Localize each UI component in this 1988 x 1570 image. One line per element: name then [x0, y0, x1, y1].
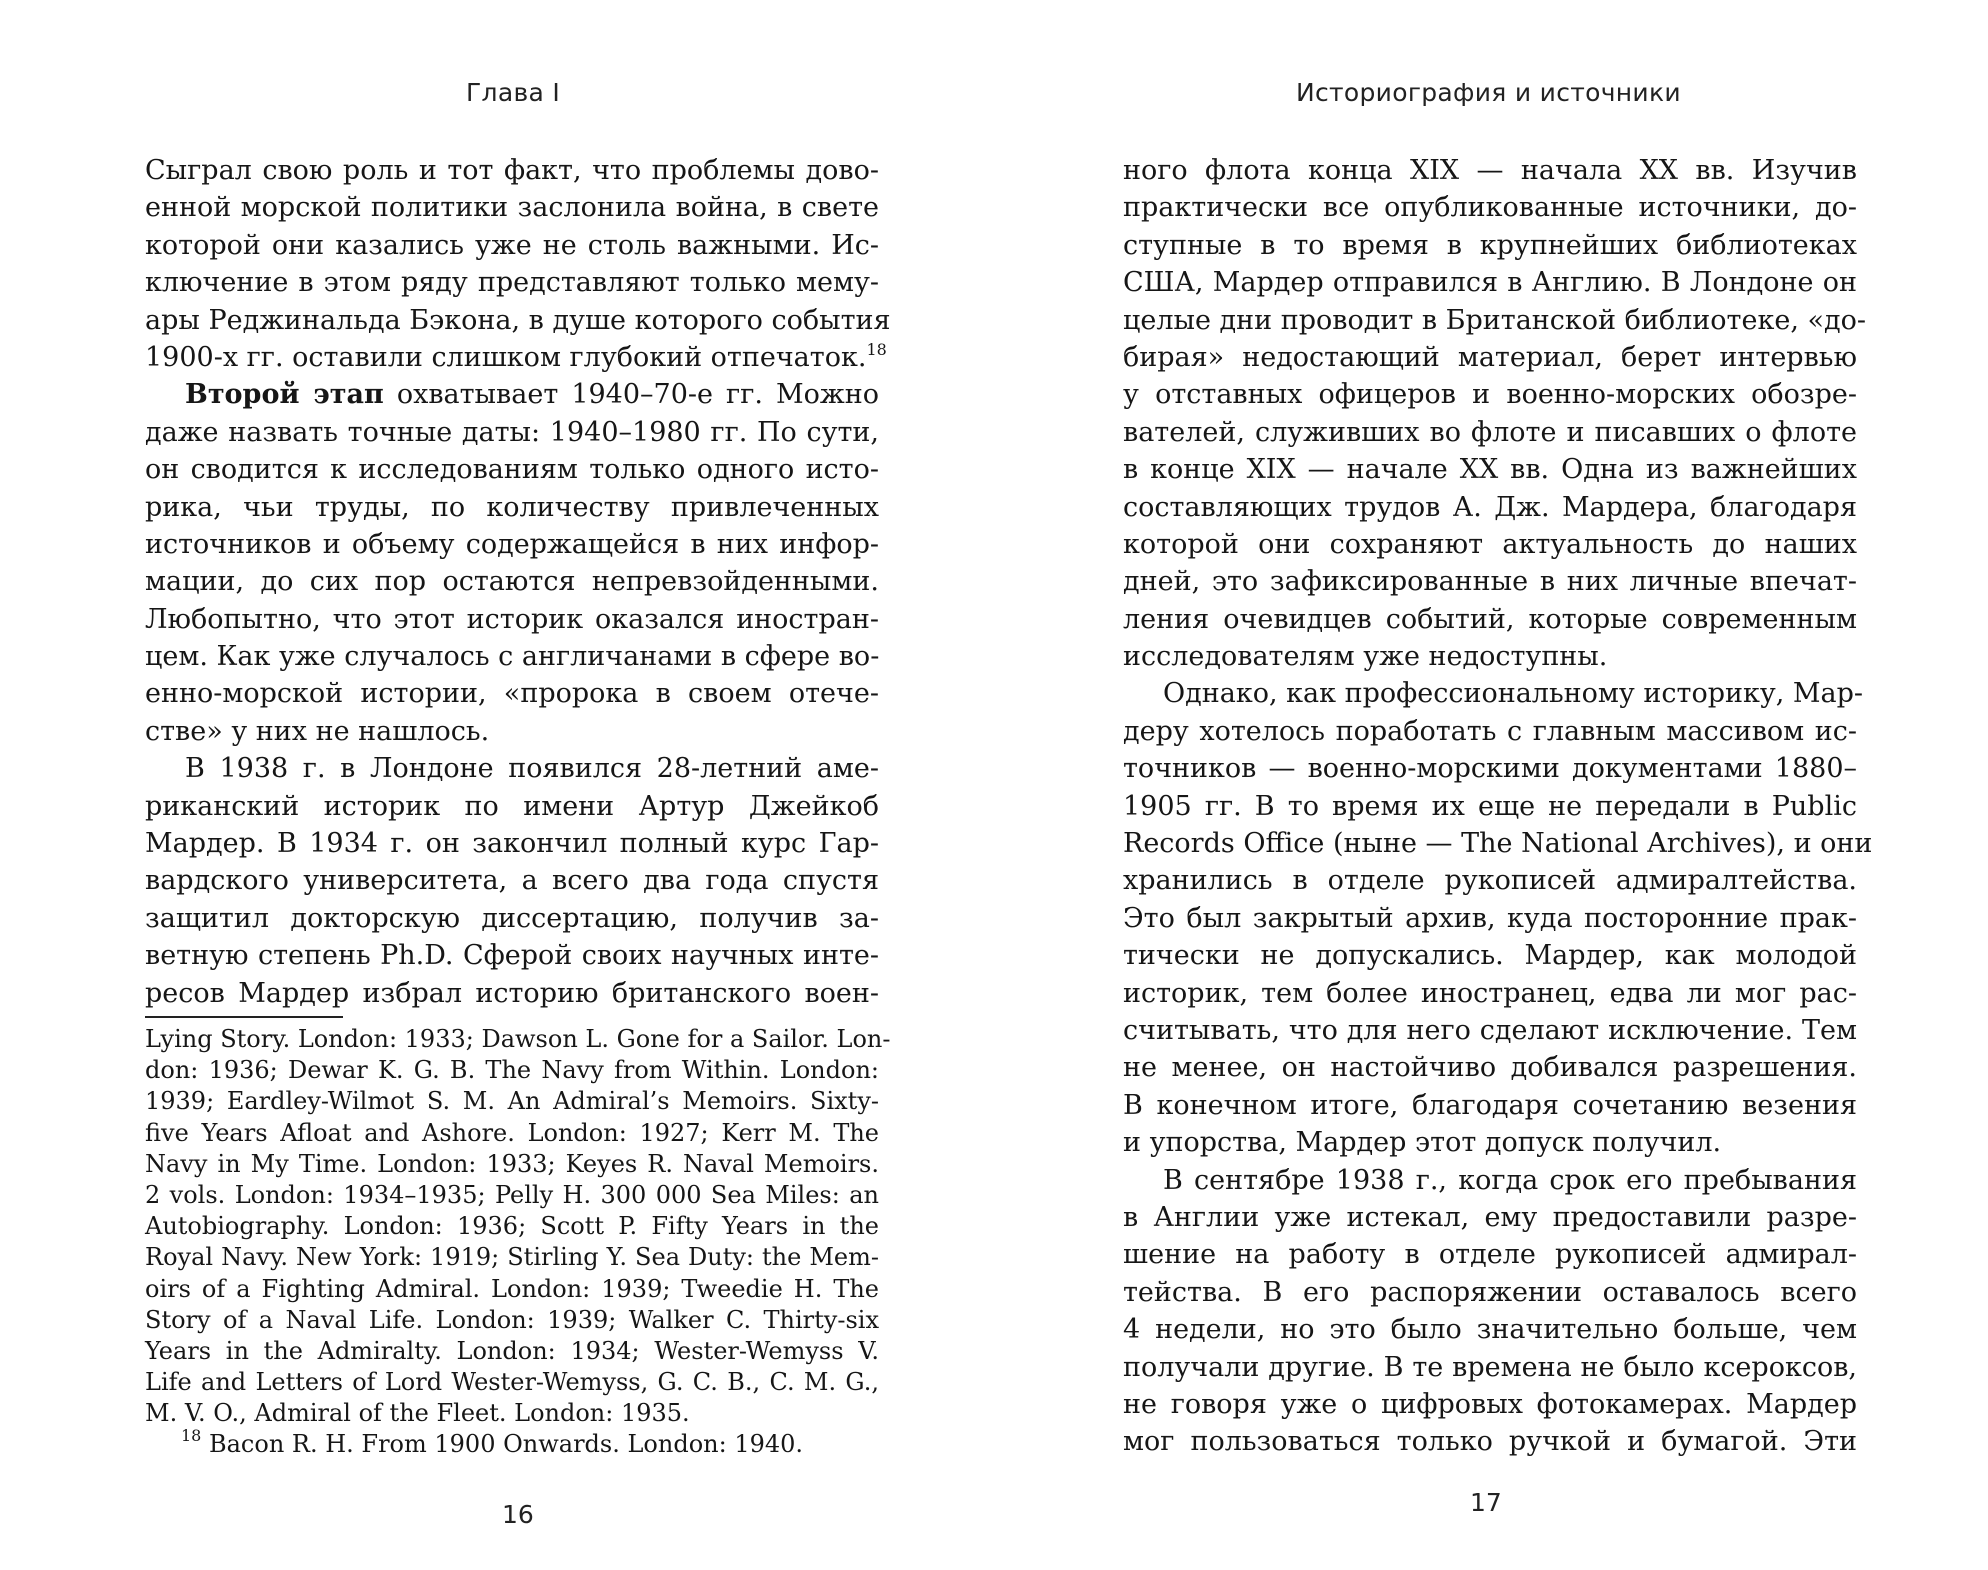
text-line [1123, 601, 1857, 638]
line-text: В сентябре 1938 г., когда срок его пребывания [1163, 1164, 1857, 1196]
line-text: ресов Мардер избрал историю британского воен- [145, 977, 879, 1009]
line-text: риканский историк по имени Артур Джейкоб [145, 790, 879, 822]
line-text: в Англии уже истекал, ему предоставили разре- [1123, 1201, 1857, 1233]
text-line [145, 152, 879, 189]
text-line [1123, 1349, 1857, 1386]
text-line [145, 862, 879, 899]
line-text: точников — военно-морскими документами 1880– [1123, 753, 1857, 785]
text-line [145, 376, 879, 413]
line-text: тейства. В его распоряжении оставалось всего [1123, 1276, 1857, 1308]
line-text: которой они сохраняют актуальность до наших [1123, 528, 1857, 560]
line-text: don: 1936; Dewar K. G. B. The Navy from Within. London: [145, 1056, 879, 1085]
text-line [145, 750, 879, 787]
text-line [145, 1118, 879, 1149]
line-text: деру хотелось поработать с главным массивом ис- [1123, 715, 1857, 747]
text-line [1123, 750, 1857, 787]
text-line [145, 1336, 879, 1367]
text-line [1123, 376, 1857, 413]
line-text: ары Реджинальда Бэкона, в душе которого события [145, 304, 891, 336]
text-line [1123, 302, 1867, 339]
text-line [145, 601, 879, 638]
text-line [1123, 1199, 1857, 1236]
line-text: 1905 гг. В то время их еще не передали в Public [1123, 790, 1857, 822]
running-head-left: Глава I [466, 78, 561, 107]
text-line [1123, 1087, 1857, 1124]
line-text: охватывает 1940–70-е гг. Можно [383, 379, 879, 411]
text-line [1123, 1162, 1857, 1199]
text-line [1123, 862, 1857, 899]
line-text: и упорства, Мардер этот допуск получил. [1123, 1127, 1722, 1159]
line-text: Lying Story. London: 1933; Dawson L. Gone for a Sailor. Lon- [145, 1025, 891, 1053]
line-text: вардского университета, а всего два года спустя [145, 865, 879, 897]
line-text: бирая» недостающий материал, берет интервью [1123, 341, 1857, 373]
line-text: не говоря уже о цифровых фотокамерах. Мардер [1123, 1388, 1857, 1420]
text-line [145, 227, 879, 264]
text-line [1123, 339, 1857, 376]
text-line [145, 1180, 879, 1211]
line-text: Autobiography. London: 1936; Scott P. Fifty Years in the [145, 1212, 879, 1241]
text-line [1123, 414, 1857, 451]
text-line [145, 414, 879, 451]
text-line [1123, 1049, 1857, 1086]
text-line [1123, 638, 1857, 675]
line-text: Любопытно, что этот историк оказался иностран- [145, 603, 879, 635]
text-line [145, 339, 887, 376]
text-line [1123, 189, 1857, 226]
text-line [1123, 975, 1857, 1012]
line-text: он сводится к исследованиям только одного исто- [145, 454, 879, 486]
text-line [1123, 675, 1864, 712]
text-line [145, 489, 879, 526]
text-line [145, 937, 879, 974]
line-text: ступные в то время в крупнейших библиотеках [1123, 229, 1857, 261]
text-line [1123, 1236, 1857, 1273]
text-line [1123, 900, 1857, 937]
left-page-body [145, 152, 891, 1012]
line-text: даже назвать точные даты: 1940–1980 гг. По сути, [145, 416, 879, 448]
text-line [145, 1211, 879, 1242]
text-line [145, 1024, 891, 1055]
running-head-right: Историография и источники [1296, 78, 1681, 107]
line-text: практически все опубликованные источники, до- [1123, 192, 1857, 224]
line-text: рика, чьи труды, по количеству привлеченных [145, 491, 879, 523]
line-text: считывать, что для него сделают исключение. Тем [1123, 1014, 1857, 1046]
line-text: вателей, служивших во флоте и писавших о флоте [1123, 416, 1857, 448]
text-line [145, 1398, 879, 1429]
text-line [1123, 1423, 1857, 1460]
line-text: енной морской политики заслонила война, в свете [145, 192, 879, 224]
line-text: получали другие. В те времена не было ксероксов, [1123, 1351, 1857, 1383]
bold-lead: Второй этап [185, 379, 384, 411]
line-text: ключение в этом ряду представляют только мему- [145, 267, 879, 299]
text-line [1123, 825, 1873, 862]
line-text: Royal Navy. New York: 1919; Stirling Y. Sea Duty: the Mem- [145, 1243, 879, 1272]
footnote-ref: 18 [866, 339, 887, 359]
line-text: исследователям уже недоступны. [1123, 641, 1608, 673]
left-page-footnotes [145, 1024, 891, 1461]
line-text: составляющих трудов А. Дж. Мардера, благодаря [1123, 491, 1857, 523]
line-text: Это был закрытый архив, куда посторонние прак- [1123, 902, 1857, 934]
text-line [1123, 152, 1857, 189]
text-line [1123, 1124, 1857, 1161]
line-text: в конце XIX — начале XX вв. Одна из важнейших [1123, 454, 1857, 486]
text-line [145, 713, 879, 750]
line-text: дней, это зафиксированные в них личные впечат- [1123, 566, 1857, 598]
right-page-body [1123, 152, 1873, 1461]
line-text: В 1938 г. в Лондоне появился 28-летний аме- [185, 753, 879, 785]
text-line [145, 1242, 879, 1273]
text-line [145, 1305, 879, 1336]
line-text: шение на работу в отделе рукописей адмирал- [1123, 1239, 1857, 1271]
line-text: хранились в отделе рукописей адмиралтейства. [1123, 865, 1857, 897]
line-text: стве» у них не нашлось. [145, 715, 490, 747]
line-text: ного флота конца XIX — начала XX вв. Изучив [1123, 155, 1857, 186]
text-line [145, 1055, 879, 1086]
footnote-rule [145, 1016, 343, 1018]
line-text: тически не допускались. Мардер, как молодой [1123, 940, 1857, 972]
line-text: США, Мардер отправился в Англию. В Лондоне он [1123, 267, 1857, 299]
text-line [1123, 563, 1857, 600]
line-text: мог пользоваться только ручкой и бумагой. Эти [1123, 1426, 1857, 1458]
line-text: ления очевидцев событий, которые современным [1123, 603, 1857, 635]
line-text: 1900-х гг. оставили слишком глубокий отпечаток. [145, 341, 867, 373]
text-line [1123, 451, 1857, 488]
text-line [145, 675, 879, 712]
text-line [145, 825, 879, 862]
text-line [145, 900, 879, 937]
page-number-left: 16 [502, 1500, 534, 1529]
line-text: историк, тем более иностранец, едва ли мог рас- [1123, 977, 1857, 1009]
text-line [145, 189, 879, 226]
text-line [145, 1149, 879, 1180]
line-text: источников и объему содержащейся в них инфор- [145, 528, 879, 560]
line-text: 4 недели, но это было значительно больше, чем [1123, 1314, 1857, 1346]
line-text: Records Office (ныне — The National Archives), и они [1123, 828, 1873, 860]
page-number-right: 17 [1470, 1488, 1502, 1517]
text-line [145, 563, 879, 600]
text-line [145, 302, 891, 339]
text-line [145, 638, 879, 675]
text-line [1123, 937, 1857, 974]
line-text: енно-морской истории, «пророка в своем отече- [145, 678, 879, 710]
text-line [1123, 526, 1857, 563]
line-text: целые дни проводит в Британской библиотеке, «до- [1123, 304, 1867, 336]
line-text: цем. Как уже случалось с англичанами в сфере во- [145, 641, 880, 673]
line-text: не менее, он настойчиво добивался разрешения. [1123, 1052, 1857, 1084]
text-line [145, 1426, 879, 1460]
text-line [1123, 1311, 1857, 1348]
text-line [145, 451, 879, 488]
right-page [994, 0, 1988, 1570]
line-text: мации, до сих пор остаются непревзойденными. [145, 566, 879, 598]
text-line [145, 1086, 879, 1117]
line-text: M. V. O., Admiral of the Fleet. London: 1935. [145, 1399, 690, 1428]
text-line [145, 264, 879, 301]
line-text: Сыграл свою роль и тот факт, что проблемы дово- [145, 155, 879, 186]
line-text: Years in the Admiralty. London: 1934; Wester-Wemyss V. [145, 1336, 879, 1365]
text-line [1123, 227, 1857, 264]
line-text: Однако, как профессиональному историку, Мар- [1163, 678, 1864, 710]
text-line [1123, 264, 1857, 301]
text-line [145, 1274, 879, 1305]
text-line [1123, 713, 1857, 750]
line-text: Story of a Naval Life. London: 1939; Walker C. Thirty-six [145, 1305, 879, 1334]
text-line [1123, 489, 1857, 526]
line-text: защитил докторскую диссертацию, получив за- [145, 902, 879, 934]
line-text: ветную степень Ph.D. Сферой своих научных инте- [145, 940, 879, 972]
footnote-number: 18 [181, 1426, 202, 1446]
line-text: Navy in My Time. London: 1933; Keyes R. Naval Memoirs. [145, 1149, 879, 1178]
text-line [1123, 788, 1857, 825]
line-text: 1939; Eardley-Wilmot S. M. An Admiral’s Memoirs. Sixty- [145, 1087, 879, 1116]
text-line [1123, 1012, 1857, 1049]
line-text: которой они казались уже не столь важными. Ис- [145, 229, 879, 261]
line-text: у отставных офицеров и военно-морских обозре- [1123, 379, 1857, 411]
line-text: five Years Afloat and Ashore. London: 1927; Kerr M. The [145, 1118, 879, 1147]
text-line [145, 1367, 879, 1398]
text-line [145, 975, 879, 1012]
line-text: Life and Letters of Lord Wester-Wemyss, G. C. B., C. M. G., [145, 1368, 879, 1397]
line-text: Мардер. В 1934 г. он закончил полный курс Гар- [145, 828, 879, 860]
text-line [145, 526, 879, 563]
text-line [1123, 1386, 1857, 1423]
text-line [1123, 1274, 1857, 1311]
line-text: oirs of a Fighting Admiral. London: 1939; Tweedie H. The [145, 1274, 879, 1303]
line-text: 2 vols. London: 1934–1935; Pelly H. 300 000 Sea Miles: an [145, 1180, 879, 1209]
text-line [145, 788, 879, 825]
line-text: Bacon R. H. From 1900 Onwards. London: 1940. [201, 1430, 804, 1459]
line-text: В конечном итоге, благодаря сочетанию везения [1123, 1089, 1857, 1121]
